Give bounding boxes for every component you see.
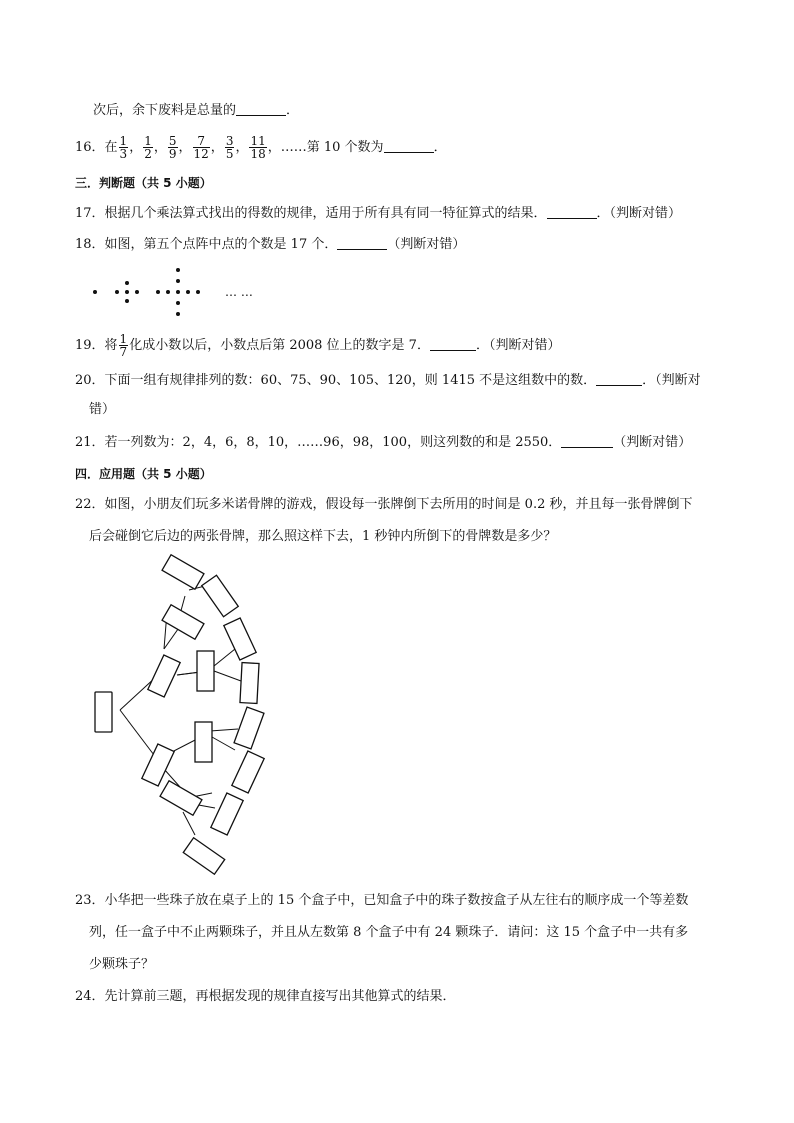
q22-line1: 22．如图，小朋友们玩多米诺骨牌的游戏，假设每一张牌倒下去所用的时间是 0.2 秒，并且每一张骨牌倒下 <box>75 497 693 512</box>
q17-text: 17．根据几个乘法算式找出的得数的规律，适用于所有具有同一特征算式的结果． <box>75 206 547 221</box>
q23-line2: 列，任一盒子中不止两颗珠子，并且从左数第 8 个盒子中有 24 颗珠子．请问：这 15 个盒子中一共有多 <box>89 925 689 940</box>
q19-line <box>75 331 560 361</box>
fraction-3-5: $\frac{3}{5}$ <box>225 134 234 161</box>
fraction-5-9: $\frac{5}{9}$ <box>168 134 177 161</box>
q16-prefix: 16．在 <box>75 140 118 155</box>
q17-line <box>75 204 681 224</box>
fraction-1-3: $\frac{1}{3}$ <box>119 134 128 161</box>
fraction-1-7: $\frac{1}{7}$ <box>119 332 128 359</box>
q20-line1 <box>75 371 701 391</box>
q18-text: 18．如图，第五个点阵中点的个数是 17 个． <box>75 237 338 252</box>
q20-line2: 错） <box>89 402 116 417</box>
q21-tail: （判断对错） <box>613 435 692 450</box>
section-3-title: 三．判断题（共 5 小题） <box>75 176 212 190</box>
q20-tail: ．（判断对 <box>642 373 701 388</box>
section-4-title: 四．应用题（共 5 小题） <box>75 467 212 481</box>
q16-suffix: ，……第 10 个数为 <box>267 140 384 155</box>
q15-text: 次后，余下废料是总量的 <box>93 103 237 118</box>
fraction-7-12: $\frac{7}{12}$ <box>193 134 209 161</box>
lattice-ellipsis: … … <box>225 285 253 299</box>
q16-line: 16．在 $\frac{1}{3}$ ， $\frac{1}{2}$ ， $\frac{5}{9}$ ， $\frac{7}{12}$ ， $\frac{3}{5}$ ， $\frac{11}{18}$ ，……第 10 个数为 ． <box>75 134 447 161</box>
q19-tail: ．（判断对错） <box>475 338 561 353</box>
q19-prefix: 19．将 <box>75 338 118 353</box>
q17-tail: ．（判断对错） <box>596 206 682 221</box>
domino-figure <box>85 550 275 880</box>
dot-lattice-figure <box>85 265 275 320</box>
q20-answer-blank[interactable] <box>596 371 642 386</box>
fraction-1-2: $\frac{1}{2}$ <box>144 134 152 161</box>
q21-answer-blank[interactable] <box>561 433 613 448</box>
q18-answer-blank[interactable] <box>337 235 387 250</box>
q19-answer-blank[interactable] <box>430 336 476 351</box>
q23-line3: 少颗珠子？ <box>89 957 155 972</box>
q15-line <box>93 101 299 121</box>
fraction-11-18: $\frac{11}{18}$ <box>250 134 266 161</box>
q19-text: 化成小数以后，小数点后第 2008 位上的数字是 7． <box>129 338 430 353</box>
q23-line1: 23．小华把一些珠子放在桌子上的 15 个盒子中，已知盒子中的珠子数按盒子从左往右的顺序成一个等差数 <box>75 893 689 908</box>
q22-line2: 后会碰倒它后边的两张骨牌，那么照这样下去，1 秒钟内所倒下的骨牌数是多少？ <box>89 529 557 544</box>
q24-line: 24．先计算前三题，再根据发现的规律直接写出其他算式的结果． <box>75 989 456 1004</box>
q15-end: ． <box>286 103 300 118</box>
q21-line <box>75 433 691 453</box>
q20-text: 20．下面一组有规律排列的数：60、75、90、105、120，则 1415 不是这组数中的数． <box>75 373 597 388</box>
q18-line <box>75 235 465 255</box>
q15-answer-blank[interactable] <box>236 101 286 116</box>
q18-tail: （判断对错） <box>387 237 466 252</box>
q16-answer-blank[interactable] <box>384 138 434 153</box>
q17-answer-blank[interactable] <box>547 204 597 219</box>
q21-text: 21．若一列数为：2，4，6，8，10，……96，98，100，则这列数的和是 2550． <box>75 435 562 450</box>
